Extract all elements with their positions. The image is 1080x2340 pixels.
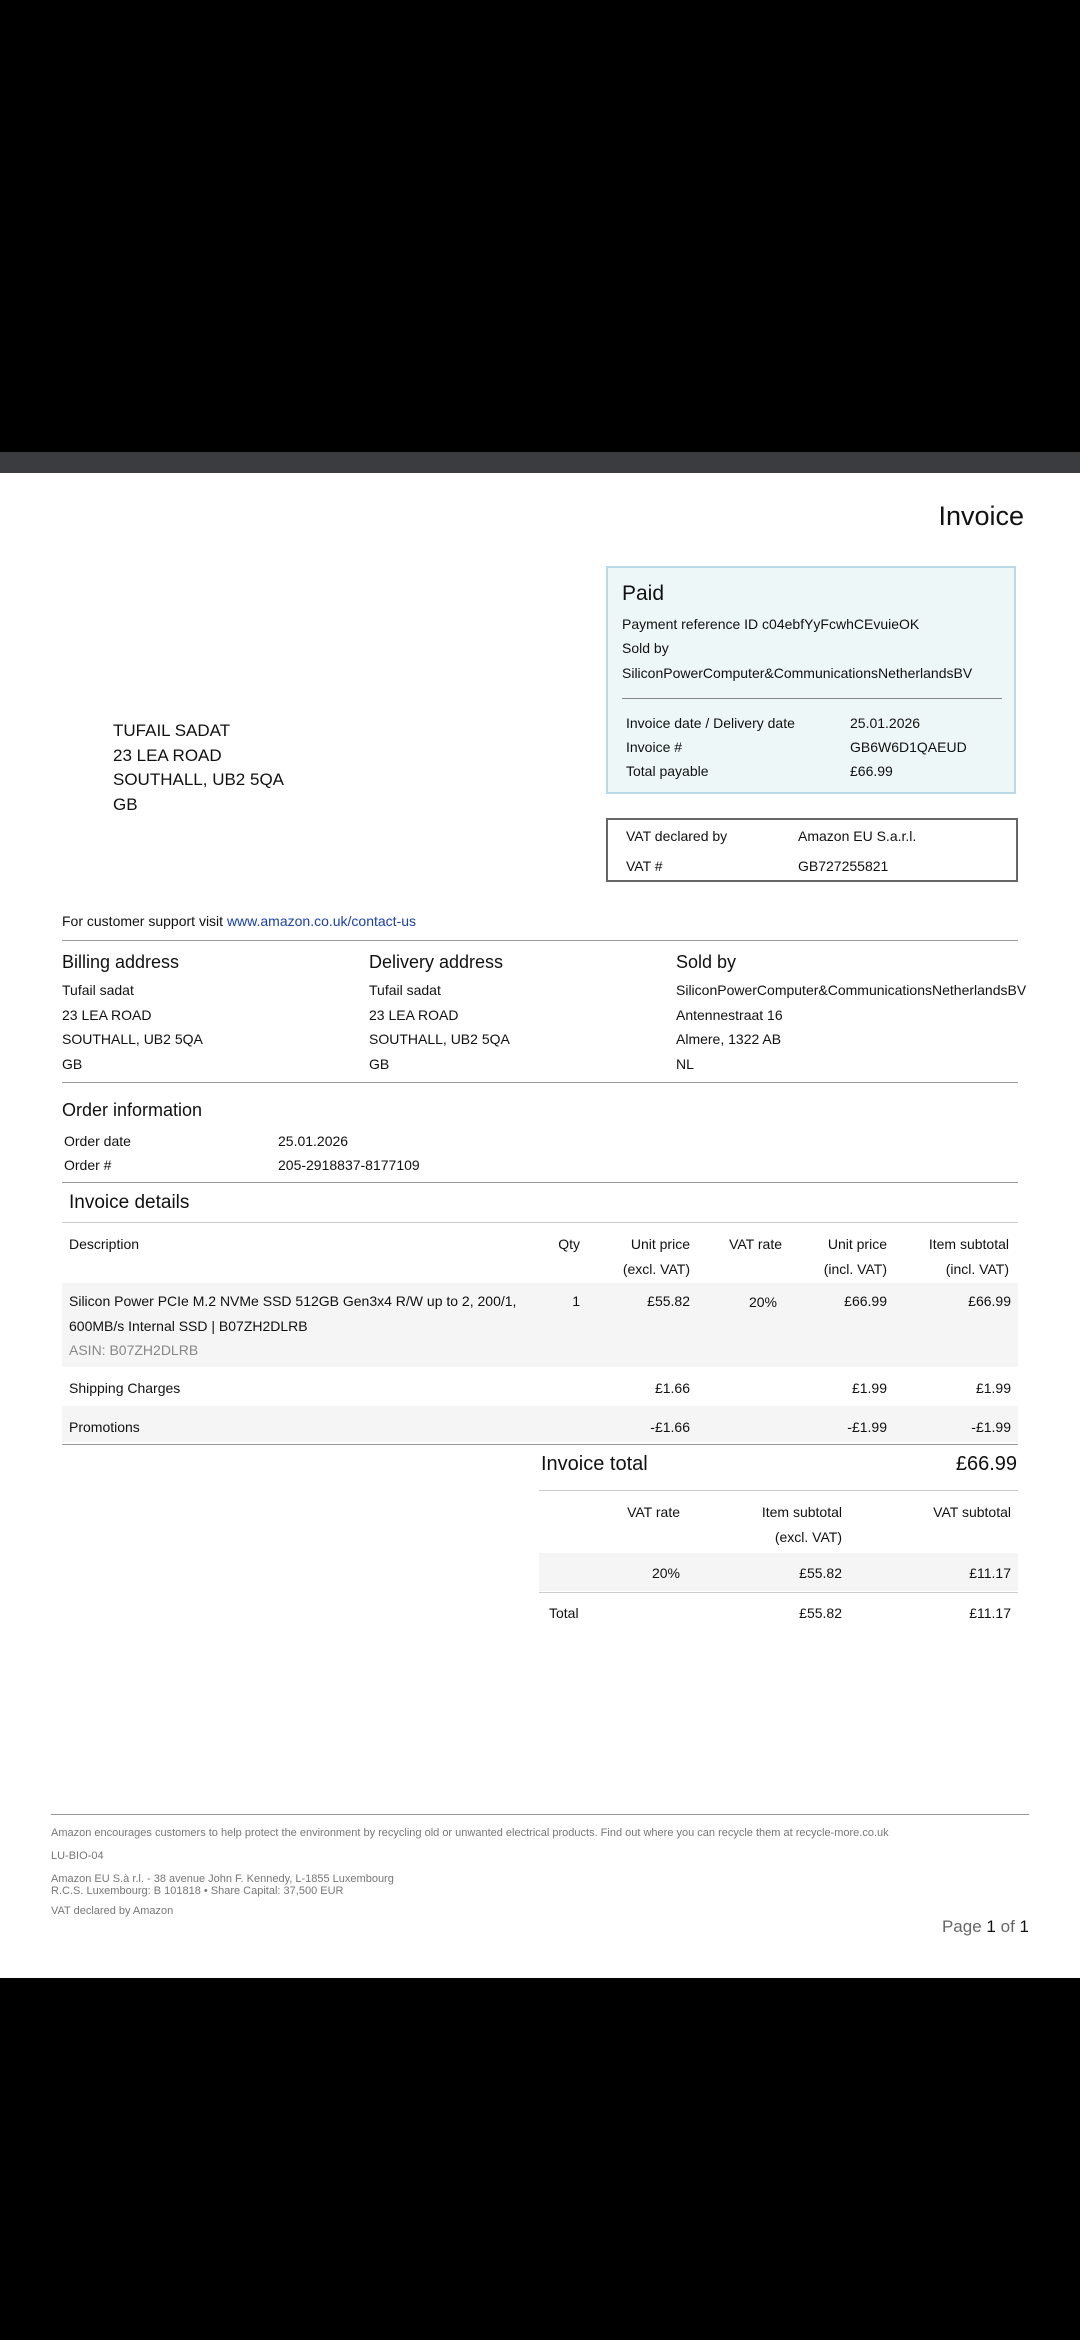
item-qty: 1 <box>572 1293 580 1309</box>
item-asin: ASIN: B07ZH2DLRB <box>69 1342 199 1358</box>
totals-row-rate: 20% <box>651 1565 680 1581</box>
item-unit-incl: £66.99 <box>844 1293 887 1309</box>
payment-summary-box <box>606 566 1016 794</box>
footer-address-1: Amazon EU S.à r.l. - 38 avenue John F. Kennedy, L-1855 Luxembourg <box>51 1873 394 1885</box>
vat-declared-label: VAT declared by <box>626 828 728 844</box>
invoice-date-value: 25.01.2026 <box>850 715 921 731</box>
recipient-country: GB <box>113 795 138 814</box>
page-number <box>942 1917 1029 1937</box>
totals-total-label: Total <box>549 1605 579 1621</box>
footer-recycle: Amazon encourages customers to help protect the environment by recycling old or unwanted electrical products. Find out where you can recycle them at recycle-more.co.uk <box>51 1827 889 1839</box>
seller-line: Almere, 1322 AB <box>676 1031 782 1047</box>
billing-line: SOUTHALL, UB2 5QA <box>62 1031 203 1047</box>
vat-declared-box <box>606 818 1018 882</box>
invoice-total-value: £66.99 <box>955 1453 1017 1475</box>
order-heading: Order information <box>62 1100 203 1120</box>
divider <box>622 698 1002 699</box>
totals-total-vat-subtotal: £11.17 <box>969 1605 1011 1621</box>
footer-divider <box>51 1814 1029 1815</box>
order-number-value: 205-2918837-8177109 <box>278 1157 420 1173</box>
col-item-subtotal-line1: Item subtotal <box>928 1236 1009 1252</box>
totals-total-item-subtotal: £55.82 <box>799 1605 842 1621</box>
recipient-street: 23 LEA ROAD <box>113 746 222 765</box>
invoice-date-label: Invoice date / Delivery date <box>626 715 795 731</box>
col-unit-incl <box>787 1232 887 1281</box>
col-vat-rate: VAT rate <box>729 1236 782 1252</box>
seller-line: NL <box>676 1055 694 1072</box>
footer-address-2: R.C.S. Luxembourg: B 101818 • Share Capital: 37,500 EUR <box>51 1885 344 1897</box>
totals-col-vat-rate: VAT rate <box>627 1504 680 1520</box>
details-heading: Invoice details <box>69 1192 190 1213</box>
billing-address <box>62 952 203 1076</box>
col-item-subtotal-line2: (incl. VAT) <box>945 1260 1009 1277</box>
item-subtotal: £66.99 <box>968 1293 1011 1309</box>
page-total: 1 <box>1019 1917 1029 1936</box>
divider <box>62 1182 1018 1183</box>
col-item-subtotal <box>900 1232 1009 1281</box>
divider <box>539 1490 1018 1491</box>
order-date-value: 25.01.2026 <box>278 1133 349 1149</box>
sold-by-name: SiliconPowerComputer&CommunicationsNetherlandsBV <box>622 665 973 681</box>
promotions-unit-excl: -£1.66 <box>650 1419 690 1435</box>
shipping-subtotal: £1.99 <box>975 1380 1011 1396</box>
promotions-subtotal: -£1.99 <box>971 1419 1011 1435</box>
viewer-toolbar <box>0 452 1080 473</box>
col-description: Description <box>69 1236 140 1252</box>
item-vat-rate: 20% <box>748 1294 778 1310</box>
totals-row-item-subtotal: £55.82 <box>799 1565 842 1581</box>
col-unit-excl <box>590 1232 690 1281</box>
sold-by-label: Sold by <box>622 640 669 656</box>
totals-col-item-subtotal-line1: Item subtotal <box>761 1504 842 1520</box>
col-qty: Qty <box>558 1236 580 1252</box>
total-payable-value: £66.99 <box>850 763 893 779</box>
order-date-label: Order date <box>64 1133 131 1149</box>
vat-number-value: GB727255821 <box>798 858 889 874</box>
recipient-city: SOUTHALL, UB2 5QA <box>113 770 285 789</box>
support-text: For customer support visit <box>62 913 227 929</box>
promotions-unit-incl: -£1.99 <box>847 1419 887 1435</box>
delivery-line: 23 LEA ROAD <box>369 1006 459 1023</box>
delivery-line: GB <box>369 1055 390 1072</box>
page-title: Invoice <box>938 501 1024 531</box>
totals-row-vat-subtotal: £11.17 <box>969 1565 1011 1581</box>
total-payable-label: Total payable <box>626 763 709 779</box>
delivery-line: SOUTHALL, UB2 5QA <box>369 1031 510 1047</box>
vat-declared-value: Amazon EU S.a.r.l. <box>798 828 917 844</box>
delivery-address <box>369 952 510 1076</box>
item-description-line1: Silicon Power PCIe M.2 NVMe SSD 512GB Gen3x4 R/W up to 2, 200/1, <box>69 1293 517 1309</box>
col-unit-incl-line1: Unit price <box>827 1236 887 1252</box>
billing-heading: Billing address <box>62 952 180 972</box>
delivery-heading: Delivery address <box>369 952 504 972</box>
seller-heading: Sold by <box>676 952 737 972</box>
page-label: Page <box>941 1917 982 1936</box>
footer-vat-note: VAT declared by Amazon <box>51 1905 174 1917</box>
shipping-unit-excl: £1.66 <box>654 1380 690 1396</box>
seller-address <box>676 952 1026 1076</box>
vat-number-label: VAT # <box>626 858 663 874</box>
page-of: of <box>1000 1917 1015 1936</box>
invoice-number-label: Invoice # <box>626 739 683 755</box>
item-unit-excl: £55.82 <box>647 1293 690 1309</box>
shipping-label: Shipping Charges <box>69 1380 181 1396</box>
customer-support <box>62 913 416 929</box>
promotions-label: Promotions <box>69 1419 140 1435</box>
col-unit-incl-line2: (incl. VAT) <box>823 1260 887 1277</box>
divider <box>539 1592 1018 1593</box>
totals-col-item-subtotal-line2: (excl. VAT) <box>774 1528 842 1545</box>
order-number-label: Order # <box>64 1157 112 1173</box>
seller-line: SiliconPowerComputer&CommunicationsNetherlandsBV <box>676 982 1027 998</box>
billing-line: 23 LEA ROAD <box>62 1006 152 1023</box>
item-description <box>69 1289 529 1363</box>
divider <box>62 1444 1018 1445</box>
seller-line: Antennestraat 16 <box>676 1006 783 1023</box>
payment-reference: Payment reference ID c04ebfYyFcwhCEvuieOK <box>622 616 920 632</box>
divider <box>62 940 1018 941</box>
divider <box>62 1222 1018 1223</box>
billing-line: Tufail sadat <box>62 982 134 998</box>
invoice-number-value: GB6W6D1QAEUD <box>850 739 967 755</box>
recipient-name: TUFAIL SADAT <box>113 721 231 740</box>
shipping-unit-incl: £1.99 <box>851 1380 887 1396</box>
col-unit-excl-line1: Unit price <box>630 1236 690 1252</box>
divider <box>62 1082 1018 1083</box>
billing-line: GB <box>62 1055 83 1072</box>
footer-code: LU-BIO-04 <box>51 1850 104 1862</box>
payment-status: Paid <box>622 582 665 605</box>
totals-col-item-subtotal <box>700 1500 842 1549</box>
totals-col-vat-subtotal: VAT subtotal <box>933 1504 1011 1520</box>
col-unit-excl-line2: (excl. VAT) <box>622 1260 690 1277</box>
invoice-total-label: Invoice total <box>541 1453 648 1475</box>
delivery-line: Tufail sadat <box>369 982 441 998</box>
page-current: 1 <box>986 1917 996 1936</box>
support-link[interactable]: www.amazon.co.uk/contact-us <box>226 913 417 929</box>
item-description-line2: 600MB/s Internal SSD | B07ZH2DLRB <box>69 1317 308 1334</box>
invoice-page <box>0 473 1080 1978</box>
